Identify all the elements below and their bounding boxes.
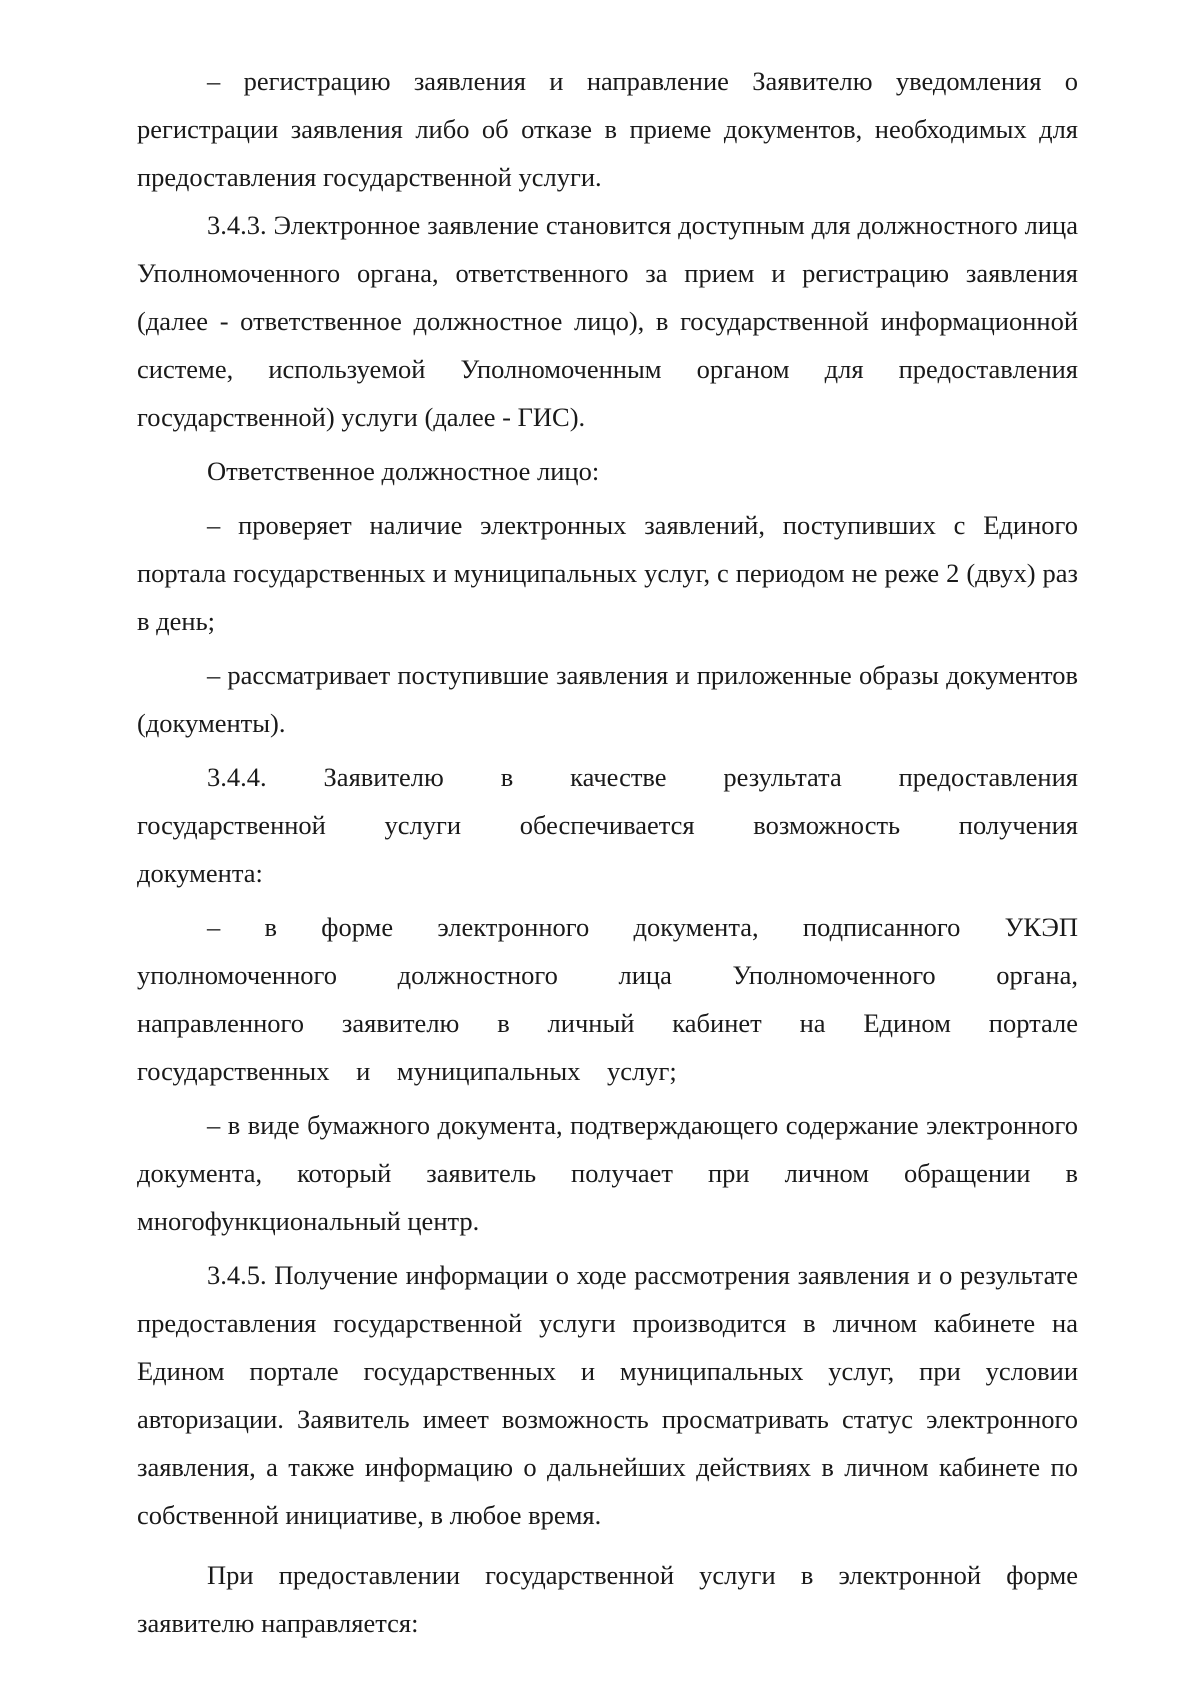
paragraph-registration: – регистрацию заявления и направление Заявителю уведомления о регистрации заявления либо об отказе в приеме документов, необходимых для предоставления государственной услуги. [137,66,1078,192]
paragraph-electronic-form: При предоставлении государственной услуги в электронной форме заявителю направляется: [137,1560,1078,1638]
paragraph-3-4-4: 3.4.4. Заявителю в качестве результата предоставления государственной услуги обеспечивается возможность получения документа: [137,762,1078,888]
paragraph-electronic-document: – в форме электронного документа, подписанного УКЭП уполномоченного должностного лица Уполномоченного органа, направленного заявителю в личный кабинет на Едином портале государственных и муниципальных услуг; [137,912,1078,1086]
paragraph-3-4-3: 3.4.3. Электронное заявление становится доступным для должностного лица Уполномоченного органа, ответственного за прием и регистрацию заявления (далее - ответственное должностное лицо), в государственной информационной системе, используемой Уполномоченным органом для предоставления государственной) услуги (далее - ГИС). [137,210,1078,432]
paragraph-responsible-person: Ответственное должностное лицо: [207,456,600,486]
paragraph-3-4-5: 3.4.5. Получение информации о ходе рассмотрения заявления и о результате предоставления государственной услуги производится в личном кабинете на Едином портале государственных и муниципальных услуг, при условии авторизации. Заявитель имеет возможность просматривать статус электронного заявления, а также информацию о дальнейших действиях в личном кабинете по собственной инициативе, в любое время. [137,1260,1078,1530]
document-body [137,57,1078,1647]
paragraph-checks-applications: – проверяет наличие электронных заявлений, поступивших с Единого портала государственных и муниципальных услуг, с периодом не реже 2 (двух) раз в день; [137,510,1078,636]
paragraph-reviews-applications: – рассматривает поступившие заявления и приложенные образы документов (документы). [137,660,1078,738]
paragraph-paper-document: – в виде бумажного документа, подтверждающего содержание электронного документа, который заявитель получает при личном обращении в многофункциональный центр. [137,1110,1078,1236]
